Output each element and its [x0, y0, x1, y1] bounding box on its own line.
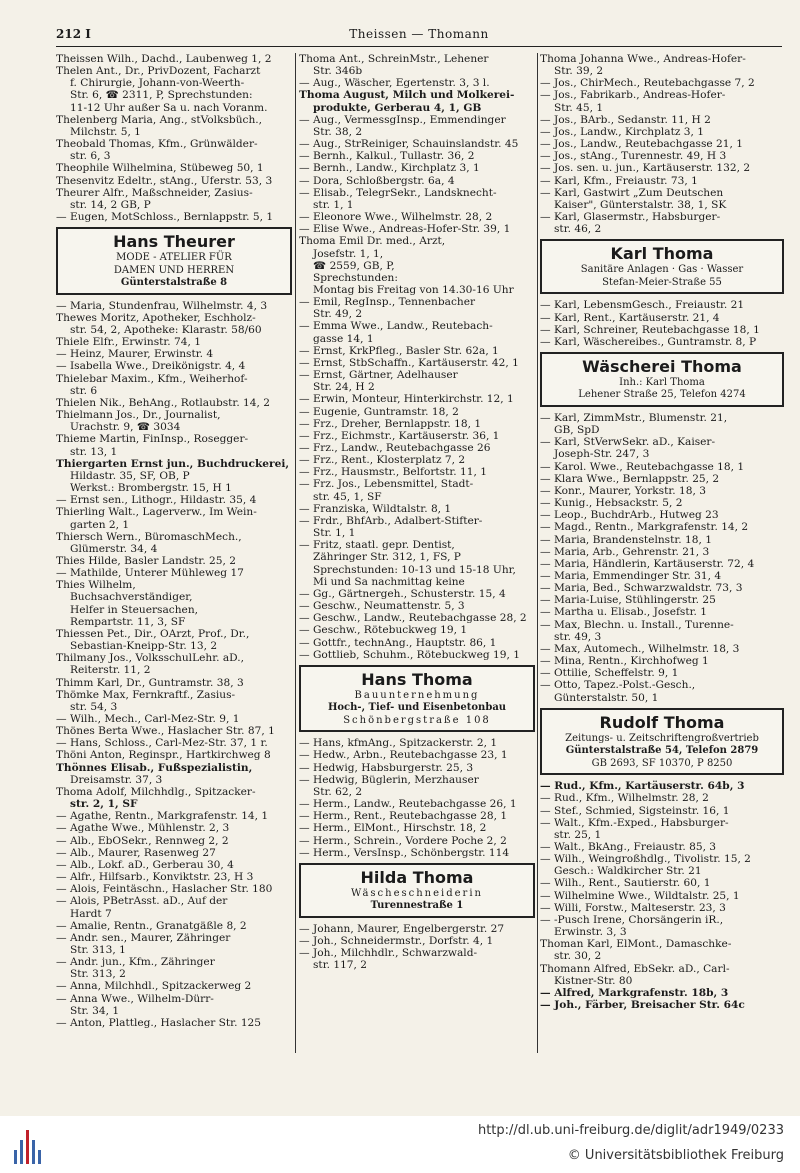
directory-entry: — Gottlieb, Schuhm., Rötebuckweg 19, 1 [299, 648, 520, 661]
directory-entry: — Aug., Wäscher, Egertenstr. 3, 3 l. [299, 77, 490, 90]
directory-entry: Rempartstr. 11, 3, SF [70, 615, 186, 628]
directory-column-2 [299, 53, 535, 1053]
directory-entry: Str. 24, H 2 [313, 381, 375, 394]
directory-column-1 [56, 53, 292, 1053]
advertisement-box [540, 239, 784, 294]
directory-entry: — Franziska, Wildtalstr. 8, 1 [299, 502, 452, 515]
directory-entry: Thoma Emil Dr. med., Arzt, [299, 235, 446, 248]
directory-entry: — Wilhelmine Wwe., Wildtalstr. 25, 1 [540, 889, 740, 902]
directory-entry: Montag bis Freitag von 14.30-16 Uhr [313, 283, 514, 296]
directory-entry: Thönes Berta Wwe., Haslacher Str. 87, 1 [56, 725, 275, 738]
directory-entry: — Wilh., Weingroßhdlg., Tivolistr. 15, 2 [540, 853, 751, 866]
directory-entry: — Jos., Fabrikarb., Andreas-Hofer- [540, 89, 726, 102]
directory-entry: gasse 14, 1 [313, 332, 374, 345]
directory-entry: Werkst.: Brombergstr. 15, H 1 [70, 482, 232, 495]
directory-entry: Str. 38, 2 [313, 125, 363, 138]
directory-entry: — Walt., BkAng., Freiaustr. 85, 3 [540, 841, 717, 853]
advertisement-line: GB 2693, SF 10370, P 8250 [591, 757, 733, 769]
advertisement-name: Hilda Thoma [360, 867, 474, 887]
directory-entry: — Alois, PBetrAsst. aD., Auf der [56, 895, 228, 908]
directory-entry: — Frz., Landw., Reutebachgasse 26 [299, 442, 491, 454]
directory-entry: — Aug., StrReiniger, Schauinslandstr. 45 [299, 138, 519, 151]
directory-entry: — Isabella Wwe., Dreikönigstr. 4, 4 [56, 360, 246, 373]
directory-entry: — Maria, Arb., Gehrenstr. 21, 3 [540, 545, 710, 558]
directory-entry: ☎ 2559, GB, P, [313, 259, 395, 272]
advertisement-line: Sanitäre Anlagen · Gas · Wasser [580, 264, 744, 276]
directory-entry: Urachstr. 9, ☎ 3034 [70, 421, 181, 434]
advertisement-line: Stefan-Meier-Straße 55 [602, 276, 722, 288]
directory-entry: Thies Hilde, Basler Landstr. 25, 2 [56, 554, 237, 567]
directory-entry: Helfer in Steuersachen, [70, 603, 199, 616]
directory-entry: — Emil, RegInsp., Tennenbacher [299, 296, 476, 309]
library-logo-icon [14, 1130, 44, 1164]
directory-entry: — Jos., ChirMech., Reutebachgasse 7, 2 [540, 77, 755, 90]
directory-entry: — Mina, Rentn., Kirchhofweg 1 [540, 655, 709, 668]
directory-entry: — Agathe, Rentn., Markgrafenstr. 14, 1 [56, 810, 269, 823]
directory-entry: — Eugen, MotSchloss., Bernlappstr. 5, 1 [56, 211, 274, 224]
directory-entry: — Erwin, Monteur, Hinterkirchstr. 12, 1 [299, 393, 514, 406]
directory-entry: — Karl, ZimmMstr., Blumenstr. 21, [540, 411, 728, 424]
directory-entry: Thilmany Jos., VolksschulLehr. aD., [56, 652, 244, 665]
advertisement-line: Zeitungs- u. Zeitschriftengroßvertrieb [565, 732, 759, 744]
directory-entry: — Maria, Stundenfrau, Wilhelmstr. 4, 3 [56, 299, 268, 312]
header-rule [56, 46, 782, 47]
directory-entry: — Johann, Maurer, Engelbergerstr. 27 [299, 922, 505, 935]
directory-entry: — Herm., Landw., Reutebachgasse 26, 1 [299, 798, 517, 811]
directory-entry: Milchstr. 5, 1 [70, 125, 141, 138]
directory-entry: Thoma August, Milch und Molkerei- [299, 89, 515, 102]
directory-entry: Buchsachverständiger, [70, 591, 193, 604]
directory-entry: — Heinz, Maurer, Erwinstr. 4 [56, 348, 214, 361]
directory-entry: str. 6, 3 [70, 150, 111, 163]
directory-entry: str. 54, 2, Apotheke: Klarastr. 58/60 [70, 324, 262, 336]
advertisement-line: Schönbergstraße 108 [343, 714, 491, 726]
directory-entry: — Alfr., Hilfsarb., Konviktstr. 23, H 3 [56, 871, 254, 884]
copyright-notice: © Universitätsbibliothek Freiburg [567, 1148, 784, 1163]
directory-entry: — Ernst, Gärtner, Adelhauser [299, 369, 458, 382]
column-divider [295, 53, 296, 1053]
directory-entry: Thieme Martin, FinInsp., Rosegger- [56, 433, 249, 446]
directory-entry: Theobald Thomas, Kfm., Grünwälder- [56, 138, 258, 151]
directory-entry: — Karl, Glasermstr., Habsburger- [540, 211, 721, 224]
directory-entry: — Anna Wwe., Wilhelm-Dürr- [56, 992, 214, 1005]
directory-entry: — Hedwig, Habsburgerstr. 25, 3 [299, 761, 474, 774]
directory-entry: — Karl, LebensmGesch., Freiaustr. 21 [540, 299, 745, 312]
directory-entry: Str. 62, 2 [313, 785, 363, 798]
directory-entry: str. 49, 3 [554, 630, 602, 643]
directory-entry: — Dora, Schloßbergstr. 6a, 4 [299, 174, 455, 187]
directory-entry: Str. 49, 2 [313, 308, 363, 321]
directory-entry: Thiergarten Ernst jun., Buchdruckerei, [56, 457, 290, 470]
directory-entry: Gesch.: Waldkircher Str. 21 [554, 865, 702, 878]
directory-entry: str. 46, 2 [554, 223, 602, 236]
directory-entry: — Max, Blechn. u. Install., Turenne- [540, 618, 734, 631]
directory-entry: — Bernh., Kalkul., Tullastr. 36, 2 [299, 150, 475, 163]
directory-entry: Dreisamstr. 37, 3 [70, 773, 163, 786]
directory-entry: Mi und Sa nachmittag keine [313, 575, 465, 588]
directory-entry: — Ernst sen., Lithogr., Hildastr. 35, 4 [56, 494, 257, 507]
directory-entry: — Geschw., Neumattenstr. 5, 3 [299, 600, 465, 613]
directory-entry: — Jos., Landw., Kirchplatz 3, 1 [540, 125, 705, 138]
directory-entry: GB, SpD [554, 424, 600, 437]
directory-entry: Thielmann Jos., Dr., Journalist, [56, 409, 221, 422]
directory-entry: — Alb., Maurer, Rasenweg 27 [56, 846, 216, 859]
directory-entry: — Maria, Bed., Schwarzwaldstr. 73, 3 [540, 582, 743, 595]
directory-entry: — Jos., Landw., Reutebachgasse 21, 1 [540, 138, 744, 151]
source-url[interactable]: http://dl.ub.uni-freiburg.de/diglit/adr1949/0233 [477, 1123, 784, 1138]
advertisement-box [540, 708, 784, 776]
directory-entry: — Konr., Maurer, Yorkstr. 18, 3 [540, 484, 706, 497]
directory-entry: Str. 1, 1 [313, 527, 356, 540]
directory-entry: str. 1, 1 [313, 198, 354, 211]
directory-entry: — Joh., Milchhdlr., Schwarzwald- [299, 947, 478, 960]
directory-entry: produkte, Gerberau 4, 1, GB [313, 101, 482, 114]
directory-entry: — Wilh., Rent., Sautierstr. 60, 1 [540, 877, 711, 890]
directory-entry: — Hedw., Arbn., Reutebachgasse 23, 1 [299, 749, 508, 762]
page-header [56, 27, 782, 43]
directory-entry: — Hans, Schloss., Carl-Mez-Str. 37, 1 r. [56, 737, 268, 750]
directory-entry: str. 117, 2 [313, 959, 368, 972]
directory-entry: — Gottfr., technAng., Hauptstr. 86, 1 [299, 636, 497, 649]
directory-entry: Theophile Wilhelmina, Stübeweg 50, 1 [56, 162, 264, 175]
directory-entry: — Frz. Jos., Lebensmittel, Stadt- [299, 478, 474, 491]
advertisement-line: Bauunternehmung [354, 689, 480, 701]
directory-entry: Thönnes Elisab., Fußspezialistin, [56, 761, 253, 774]
directory-entry: — Fritz, staatl. gepr. Dentist, [299, 539, 455, 552]
directory-entry: — Anna, Milchhdl., Spitzackerweg 2 [56, 980, 252, 993]
directory-entry: — Herm., VersInsp., Schönbergstr. 114 [299, 846, 510, 859]
directory-entry: str. 2, 1, SF [70, 798, 138, 811]
directory-entry: — Andr. jun., Kfm., Zähringer [56, 956, 215, 969]
advertisement-box [299, 665, 535, 733]
directory-entry: Str. 313, 1 [70, 943, 126, 956]
directory-entry: — Frz., Dreher, Bernlappstr. 18, 1 [299, 417, 482, 430]
directory-entry: — Maria, Emmendinger Str. 31, 4 [540, 570, 722, 582]
directory-entry: Theurer Alfr., Maßschneider, Zasius- [56, 186, 253, 199]
advertisement-line: Lehener Straße 25, Telefon 4274 [578, 389, 746, 401]
directory-entry: Thiersch Wern., BüromaschMech., [56, 530, 242, 543]
directory-entry: — Aug., VermessgInsp., Emmendinger [299, 113, 506, 126]
directory-entry: — Ernst, KrkPfleg., Basler Str. 62a, 1 [299, 344, 499, 357]
directory-entry: Thiele Elfr., Erwinstr. 74, 1 [56, 336, 201, 349]
directory-entry: — Jos., BArb., Sedanstr. 11, H 2 [540, 113, 711, 126]
directory-entry: — Magd., Rentn., Markgrafenstr. 14, 2 [540, 521, 749, 534]
directory-entry: — Maria, Brandenstelnstr. 18, 1 [540, 533, 712, 546]
directory-entry: str. 54, 3 [70, 700, 118, 713]
directory-entry: — Frz., Hausmstr., Belfortstr. 11, 1 [299, 466, 487, 479]
directory-entry: — Joh., Färber, Breisacher Str. 64c [540, 999, 745, 1012]
directory-entry: — Ernst, StbSchaffn., Kartäuserstr. 42, 1 [299, 356, 519, 369]
directory-entry: — Amalie, Rentn., Granatgäßle 8, 2 [56, 919, 247, 932]
directory-entry: str. 13, 1 [70, 445, 118, 458]
directory-entry: Thoma Ant., SchreinMstr., Lehener [299, 53, 489, 65]
directory-entry: Thewes Moritz, Apotheker, Eschholz- [56, 311, 256, 324]
directory-entry: Günterstalstr. 50, 1 [554, 691, 659, 704]
directory-entry: — Karl, Wäschereibes., Guntramstr. 8, P [540, 335, 757, 348]
directory-entry: — Frz., Rent., Klosterplatz 7, 2 [299, 454, 466, 467]
directory-entry: Str. 45, 1 [554, 101, 604, 114]
directory-entry: — Hedwig, Büglerin, Merzhauser [299, 773, 479, 786]
directory-entry: — Klara Wwe., Bernlappstr. 25, 2 [540, 472, 720, 485]
directory-entry: Sprechstunden: 10-13 und 15-18 Uhr, [313, 563, 516, 576]
advertisement-line: Inh.: Karl Thoma [619, 376, 705, 388]
directory-entry: — Gg., Gärtnergeh., Schusterstr. 15, 4 [299, 587, 506, 600]
directory-entry: — Otto, Tapez.-Polst.-Gesch., [540, 679, 696, 692]
directory-entry: Str. 34, 1 [70, 1004, 120, 1017]
advertisement-box [299, 863, 535, 918]
directory-column-3 [540, 53, 784, 1053]
directory-entry: — Herm., Schrein., Vordere Poche 2, 2 [299, 834, 507, 847]
directory-entry: Hildastr. 35, SF, OB, P [70, 469, 190, 482]
advertisement-name: Rudolf Thoma [599, 712, 725, 732]
directory-entry: Str. 39, 2 [554, 65, 604, 78]
directory-entry: Str. 6, ☎ 2311, P, Sprechstunden: [70, 89, 253, 102]
directory-entry: Thelen Ant., Dr., PrivDozent, Facharzt [56, 65, 261, 78]
directory-entry: Hardt 7 [70, 907, 112, 920]
directory-entry: — Joh., Schneidermstr., Dorfstr. 4, 1 [299, 935, 494, 948]
advertisement-name: Wäscherei Thoma [582, 356, 742, 376]
directory-entry: str. 25, 1 [554, 828, 602, 841]
directory-entry: — Agathe Wwe., Mühlenstr. 2, 3 [56, 822, 230, 835]
directory-entry: — Walt., Kfm.-Exped., Habsburger- [540, 816, 729, 829]
footer-bar [0, 1116, 800, 1173]
advertisement-line: Günterstalstraße 8 [120, 277, 228, 289]
directory-entry: — Karl, Gastwirt „Zum Deutschen [540, 186, 724, 199]
directory-entry: Thöni Anton, Reginspr., Hartkirchweg 8 [56, 749, 271, 762]
directory-entry: — Jos., stAng., Turennestr. 49, H 3 [540, 150, 727, 163]
directory-entry: — Herm., Rent., Reutebachgasse 28, 1 [299, 810, 508, 823]
page-title: Theissen — Thomann [349, 27, 489, 41]
directory-entry: — -Pusch Irene, Chorsängerin iR., [540, 913, 724, 926]
directory-entry: Thoma Adolf, Milchhdlg., Spitzacker- [56, 785, 256, 798]
directory-entry: — Stef., Schmied, Sigsteinstr. 16, 1 [540, 804, 730, 817]
directory-entry: — Emma Wwe., Landw., Reutebach- [299, 320, 493, 333]
advertisement-line: Turennestraße 1 [370, 900, 464, 912]
directory-entry: garten 2, 1 [70, 518, 130, 531]
column-divider [537, 53, 538, 1053]
directory-entry: — Eugenie, Guntramstr. 18, 2 [299, 405, 459, 418]
advertisement-line: DAMEN UND HERREN [113, 264, 235, 276]
directory-entry: — Karl, StVerwSekr. aD., Kaiser- [540, 436, 716, 449]
directory-entry: — Max, Automech., Wilhelmstr. 18, 3 [540, 642, 740, 655]
directory-entry: Thesenvitz Edeltr., stAng., Uferstr. 53, 3 [56, 174, 273, 187]
directory-entry: Josefstr. 1, 1, [313, 247, 384, 260]
directory-entry: — Hans, kfmAng., Spitzackerstr. 2, 1 [299, 737, 498, 750]
directory-entry: — Jos. sen. u. jun., Kartäuserstr. 132, 2 [540, 162, 751, 175]
directory-entry: — Mathilde, Unterer Mühleweg 17 [56, 567, 244, 580]
page-number: 212 I [56, 27, 91, 41]
directory-entry: Sprechstunden: [313, 271, 398, 284]
directory-entry: — Frz., Eichmstr., Kartäuserstr. 36, 1 [299, 429, 500, 442]
directory-entry: — Rud., Kfm., Kartäuserstr. 64b, 3 [540, 780, 745, 793]
directory-entry: Thiessen Pet., Dir., OArzt, Prof., Dr., [56, 627, 250, 640]
directory-entry: — Karol. Wwe., Reutebachgasse 18, 1 [540, 460, 745, 473]
directory-entry: Thoman Karl, ElMont., Damaschke- [540, 938, 732, 951]
directory-entry: Kaiser", Günterstalstr. 38, 1, SK [554, 198, 727, 211]
directory-entry: — Ottilie, Scheffelstr. 9, 1 [540, 667, 679, 680]
directory-entry: — Geschw., Landw., Reutebachgasse 28, 2 [299, 612, 527, 625]
directory-entry: — Bernh., Landw., Kirchplatz 3, 1 [299, 162, 480, 175]
directory-entry: Zähringer Str. 312, 1, FS, P [313, 551, 461, 564]
directory-entry: Thoma Johanna Wwe., Andreas-Hofer- [540, 53, 746, 65]
directory-entry: str. 6 [70, 384, 98, 397]
directory-entry: — Eleonore Wwe., Wilhelmstr. 28, 2 [299, 211, 493, 224]
directory-entry: — Elisab., TelegrSekr., Landsknecht- [299, 186, 497, 199]
directory-entry: — Karl, Kfm., Freiaustr. 73, 1 [540, 174, 698, 187]
directory-entry: — Frdr., BhfArb., Adalbert-Stifter- [299, 514, 483, 527]
advertisement-name: Karl Thoma [610, 244, 714, 264]
directory-entry: — Karl, Schreiner, Reutebachgasse 18, 1 [540, 323, 760, 336]
directory-entry: str. 30, 2 [554, 950, 602, 963]
directory-entry: Erwinstr. 3, 3 [554, 926, 627, 939]
directory-entry: Thierling Walt., Lagerverw., Im Wein- [56, 506, 257, 519]
directory-entry: — Elise Wwe., Andreas-Hofer-Str. 39, 1 [299, 223, 511, 236]
advertisement-name: Hans Theurer [113, 232, 235, 252]
directory-entry: — Wilh., Mech., Carl-Mez-Str. 9, 1 [56, 713, 240, 725]
directory-entry: Thelenberg Maria, Ang., stVolksbüch., [56, 113, 263, 126]
directory-entry: — Alois, Feintäschn., Haslacher Str. 180 [56, 883, 273, 896]
directory-entry: Thomann Alfred, EbSekr. aD., Carl- [540, 962, 730, 975]
directory-entry: Thies Wilhelm, [56, 579, 136, 592]
directory-entry: Theissen Wilh., Dachd., Laubenweg 1, 2 [56, 53, 272, 65]
directory-entry: — Kunig., Hebsackstr. 5, 2 [540, 497, 683, 510]
directory-entry: 11-12 Uhr außer Sa u. nach Voranm. [70, 101, 268, 114]
directory-entry: Joseph-Str. 247, 3 [554, 448, 650, 461]
advertisement-line: MODE - ATELIER FÜR [116, 252, 232, 264]
directory-entry: — Anton, Plattleg., Haslacher Str. 125 [56, 1016, 262, 1029]
directory-entry: — Karl, Rent., Kartäuserstr. 21, 4 [540, 311, 720, 324]
directory-entry: — Herm., ElMont., Hirschstr. 18, 2 [299, 822, 487, 835]
directory-entry: — Rud., Kfm., Wilhelmstr. 28, 2 [540, 792, 709, 805]
advertisement-line: Hoch-, Tief- und Eisenbetonbau [327, 702, 507, 714]
directory-entry: Reiterstr. 11, 2 [70, 664, 151, 677]
directory-entry: — Leop., BuchdrArb., Hutweg 23 [540, 509, 719, 522]
directory-entry: — Maria-Luise, Stühlingerstr. 25 [540, 594, 716, 607]
directory-entry: — Alb., EbOSekr., Rennweg 2, 2 [56, 834, 229, 847]
directory-entry: Thielen Nik., BehAng., Rotlaubstr. 14, 2 [56, 396, 271, 409]
directory-entry: — Andr. sen., Maurer, Zähringer [56, 931, 231, 944]
directory-entry: — Alb., Lokf. aD., Gerberau 30, 4 [56, 858, 234, 871]
directory-entry: Thimm Karl, Dr., Guntramstr. 38, 3 [56, 676, 244, 689]
directory-entry: — Maria, Händlerin, Kartäuserstr. 72, 4 [540, 557, 755, 570]
directory-entry: — Martha u. Elisab., Josefstr. 1 [540, 606, 707, 619]
directory-entry: — Geschw., Rötebuckweg 19, 1 [299, 624, 468, 637]
directory-entry: Thömke Max, Fernkraftf., Zasius- [56, 688, 236, 701]
directory-entry: — Alfred, Markgrafenstr. 18b, 3 [540, 986, 729, 999]
directory-entry: f. Chirurgie, Johann-von-Weerth- [70, 77, 245, 90]
advertisement-box [540, 352, 784, 407]
directory-entry: str. 45, 1, SF [313, 490, 382, 503]
directory-entry: Thielebar Maxim., Kfm., Weiherhof- [56, 372, 248, 385]
advertisement-line: Wäscheschneiderin [351, 887, 483, 899]
advertisement-name: Hans Thoma [361, 669, 473, 689]
directory-entry: Glümerstr. 34, 4 [70, 542, 158, 555]
directory-entry: — Willi, Forstw., Malteserstr. 23, 3 [540, 901, 726, 914]
advertisement-box [56, 227, 292, 295]
directory-entry: Kistner-Str. 80 [554, 974, 633, 987]
directory-entry: Str. 346b [313, 65, 363, 78]
directory-entry: Sebastian-Kneipp-Str. 13, 2 [70, 640, 218, 653]
advertisement-line: Günterstalstraße 54, Telefon 2879 [565, 745, 759, 757]
directory-entry: str. 14, 2 GB, P [70, 198, 151, 211]
directory-entry: Str. 313, 2 [70, 968, 126, 981]
